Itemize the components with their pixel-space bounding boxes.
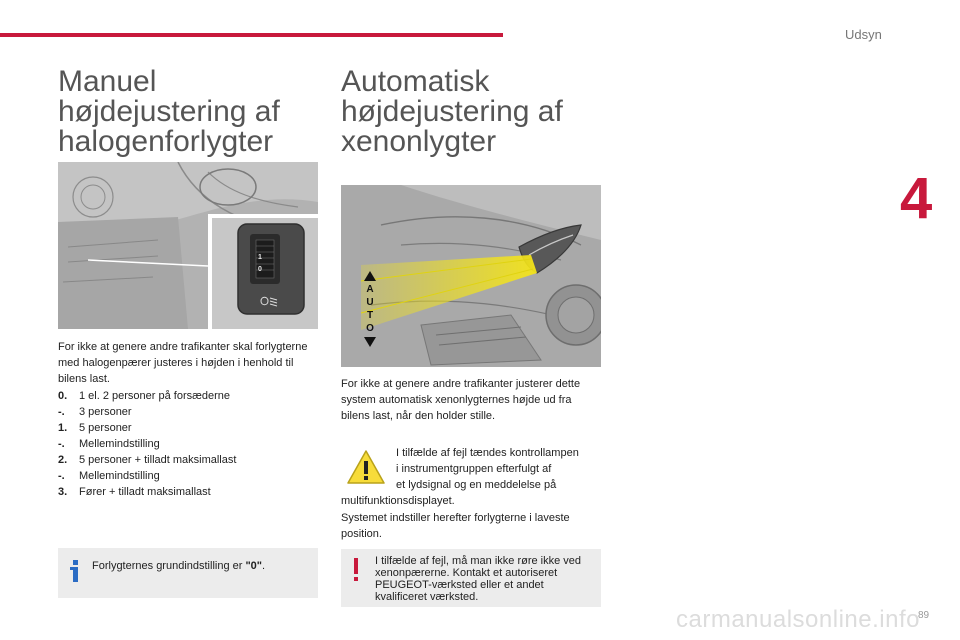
xenon-headlamp-photo <box>341 185 601 367</box>
car-front-illustration <box>341 185 601 367</box>
dial-label-1: 1 <box>258 254 262 261</box>
section-title: Udsyn <box>845 27 882 42</box>
right-section-title: Automatisk højdejustering af xenonlygter <box>341 65 563 158</box>
page-number: 89 <box>918 610 930 621</box>
warning-triangle-icon <box>346 449 386 485</box>
dashboard-illustration <box>58 162 318 329</box>
info-icon <box>70 560 80 582</box>
alert-note-text: I tilfælde af fejl, må man ikke røre ikke ved xenonpærerne. Kontakt et autoriseret PEUGEOT-værksted eller et andet kvalificeret værksted. <box>375 555 582 603</box>
list-item: -. 3 personer <box>58 406 132 418</box>
list-item: -. Mellemindstilling <box>58 470 160 482</box>
warning-text-line-3: et lydsignal og en meddelelse på <box>396 479 557 491</box>
arrow-down-icon <box>364 337 376 347</box>
header-accent-bar <box>0 33 503 37</box>
arrow-up-icon <box>364 271 376 281</box>
headlamp-icon <box>259 295 279 307</box>
exclamation-icon <box>352 558 360 582</box>
warning-text-line-4: multifunktionsdisplayet. <box>341 495 455 507</box>
system-text: Systemet indstiller herefter forlygterne i laveste position. <box>341 512 570 540</box>
auto-label: A U T O <box>366 284 374 334</box>
dial-label-0: 0 <box>258 266 262 273</box>
list-item: -. Mellemindstilling <box>58 438 160 450</box>
right-intro-text: For ikke at genere andre trafikanter justerer dette system automatisk xenonlygternes højde ud fra bilens last, når den holder stille. <box>341 378 581 422</box>
dashboard-photo <box>58 162 318 329</box>
load-settings-list <box>58 388 236 500</box>
alert-note-box <box>341 549 601 607</box>
left-section-title: Manuel højdejustering af halogenforlygter <box>58 65 280 158</box>
chapter-number: 4 <box>900 166 933 231</box>
warning-text-line-2: i instrumentgruppen efterfulgt af <box>396 463 552 475</box>
warning-text-line-1: I tilfælde af fejl tændes kontrollampen <box>396 447 579 459</box>
left-intro-text: For ikke at genere andre trafikanter skal forlygterne med halogenpærer justeres i højden i henhold til bilens last. <box>58 341 308 385</box>
list-item: 1. 5 personer <box>58 422 132 434</box>
list-item: 2. 5 personer + tilladt maksimallast <box>58 454 237 466</box>
info-note-text: Forlygternes grundindstilling er "0". <box>92 560 266 572</box>
info-note-box <box>58 548 318 598</box>
watermark: carmanualsonline.info <box>676 606 920 633</box>
list-item: 0. 1 el. 2 personer på forsæderne <box>58 390 231 402</box>
list-item: 3. Fører + tilladt maksimallast <box>58 486 211 498</box>
